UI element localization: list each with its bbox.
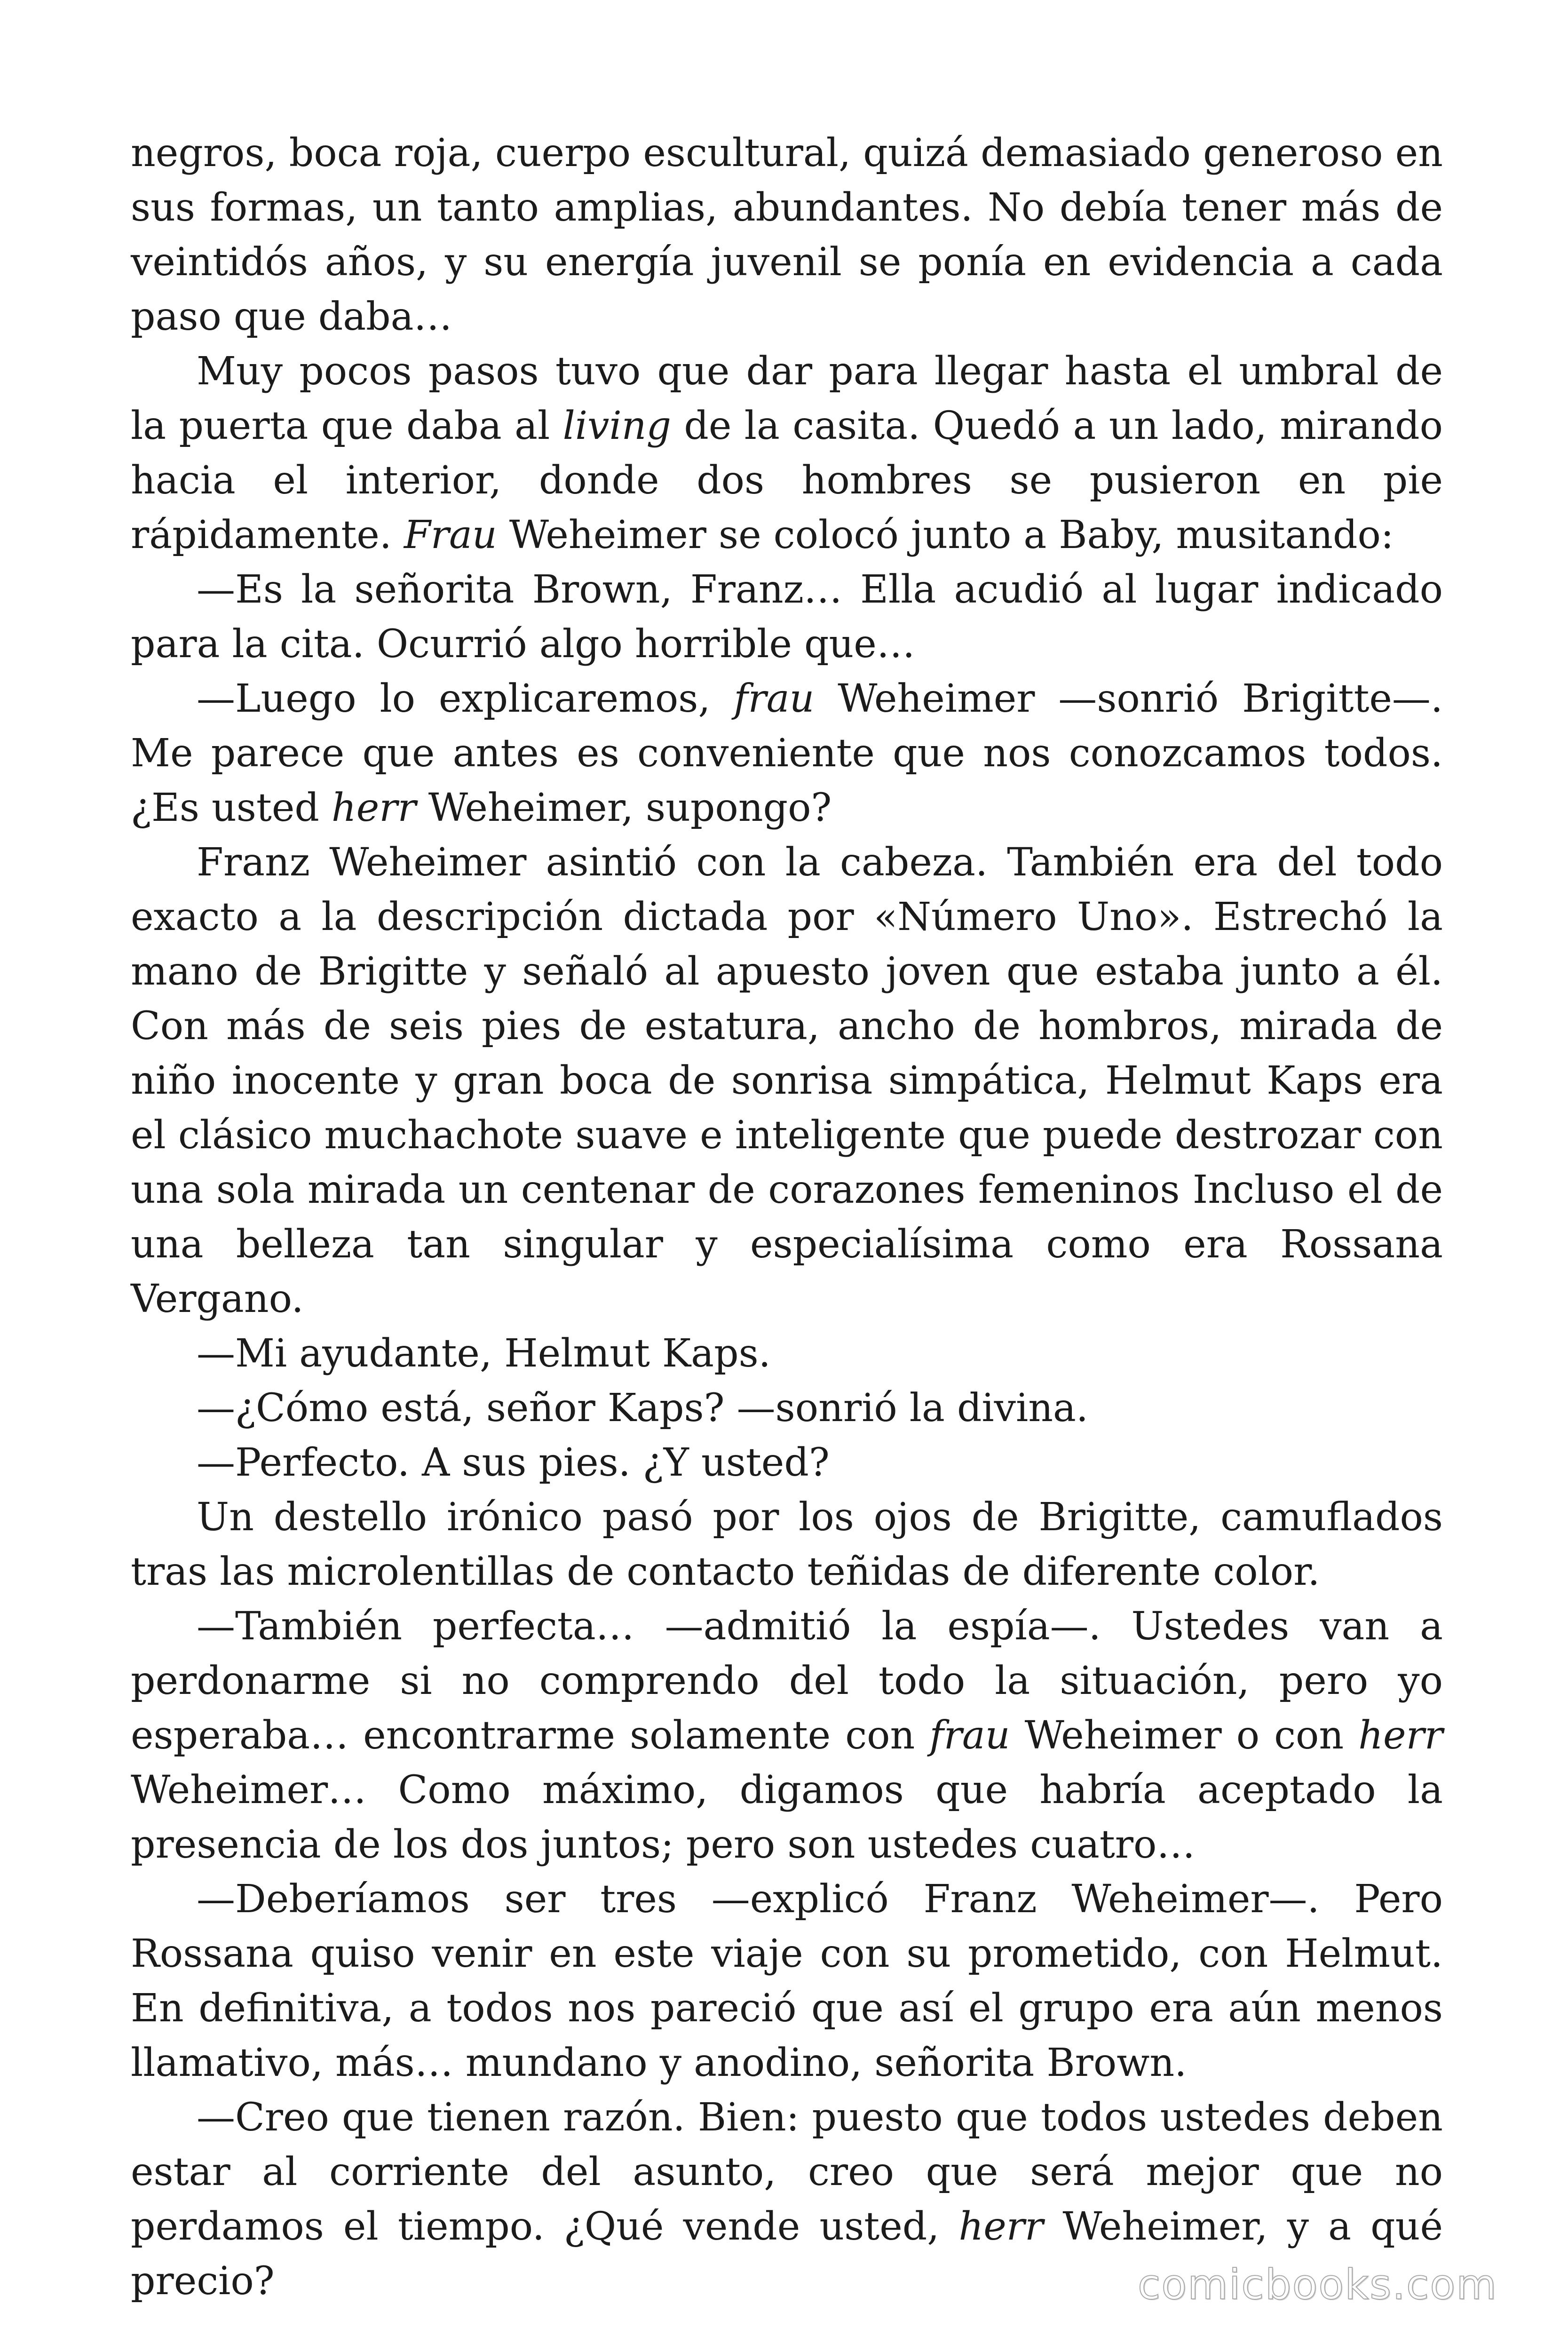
paragraph <box>131 1436 1443 1490</box>
text-run: —Es la señorita Brown, Franz… Ella acudió al lugar indicado para la cita. Ocurrió algo horrible que… <box>131 567 1443 667</box>
text-run: —Luego lo explicaremos, <box>197 676 734 721</box>
paragraph <box>131 1381 1443 1436</box>
text-run: Franz Weheimer asintió con la cabeza. También era del todo exacto a la descripción dictada por «Número Uno». Estrechó la mano de Brigitte y señaló al apuesto joven que estaba junto a él. Con más de seis pies de estatura, ancho de hombros, mirada de niño inocente y gran boca de sonrisa simpática, Helmut Kaps era el clásico muchachote suave e inteligente que puede destrozar con una sola mirada un centenar de corazones femeninos Incluso el de una belleza tan singular y especialísima como era Rossana Vergano. <box>131 840 1443 1321</box>
italic-text: herr <box>1358 1713 1443 1758</box>
italic-text: frau <box>929 1713 1010 1758</box>
italic-text: frau <box>734 676 815 721</box>
paragraph <box>131 1490 1443 1599</box>
paragraph <box>131 344 1443 563</box>
text-run: —Perfecto. A sus pies. ¿Y usted? <box>197 1440 830 1485</box>
text-run: —Mi ayudante, Helmut Kaps. <box>197 1331 771 1376</box>
text-run: negros, boca roja, cuerpo escultural, quizá demasiado generoso en sus formas, un tanto amplias, abundantes. No debía tener más de veintidós años, y su energía juvenil se ponía en evidencia a cada paso que daba… <box>131 131 1443 339</box>
text-run: Weheimer —sonrió Brigitte—. Me parece que antes es conveniente que nos conozcamos todos. ¿Es usted <box>131 676 1443 830</box>
italic-text: herr <box>958 2204 1044 2249</box>
text-run: —Deberíamos ser tres —explicó Franz Weheimer—. Pero Rossana quiso venir en este viaje con su prometido, con Helmut. En definitiva, a todos nos pareció que así el grupo era aún menos llamativo, más… mundano y anodino, señorita Brown. <box>131 1877 1443 2085</box>
italic-text: Frau <box>404 513 497 557</box>
text-run: Weheimer, supongo? <box>416 786 832 830</box>
paragraph <box>131 1872 1443 2090</box>
page-body <box>131 126 1443 2309</box>
italic-text: herr <box>331 786 416 830</box>
watermark: comicbooks.com <box>1137 2260 1497 2309</box>
text-run: de la casita. Quedó a un lado, mirando hacia el interior, donde dos hombres se pusieron en pie rápidamente. <box>131 404 1443 557</box>
text-run: —Creo que tienen razón. Bien: puesto que todos ustedes deben estar al corriente del asunto, creo que será mejor que no perdamos el tiempo. ¿Qué vende usted, <box>131 2095 1443 2249</box>
text-run: —También perfecta… —admitió la espía—. Ustedes van a perdonarme si no comprendo del todo la situación, pero yo esperaba… encontrarme solamente con <box>131 1604 1443 1758</box>
paragraph <box>131 672 1443 835</box>
text-run: Weheimer, y a qué precio? <box>131 2204 1443 2304</box>
paragraph <box>131 1599 1443 1872</box>
paragraph <box>131 126 1443 344</box>
text-run: —¿Cómo está, señor Kaps? —sonrió la divina. <box>197 1386 1088 1430</box>
italic-text: living <box>562 404 671 448</box>
text-run: Un destello irónico pasó por los ojos de Brigitte, camuflados tras las microlentillas de contacto teñidas de diferente color. <box>131 1495 1443 1594</box>
text-run: Weheimer… Como máximo, digamos que habría aceptado la presencia de los dos juntos; pero son ustedes cuatro… <box>131 1768 1443 1867</box>
text-run: Weheimer se colocó junto a Baby, musitando: <box>497 513 1394 557</box>
text-run: Muy pocos pasos tuvo que dar para llegar hasta el umbral de la puerta que daba al <box>131 349 1443 448</box>
text-run: Weheimer o con <box>1010 1713 1359 1758</box>
paragraph <box>131 563 1443 672</box>
paragraph <box>131 1327 1443 1381</box>
paragraph <box>131 835 1443 1327</box>
